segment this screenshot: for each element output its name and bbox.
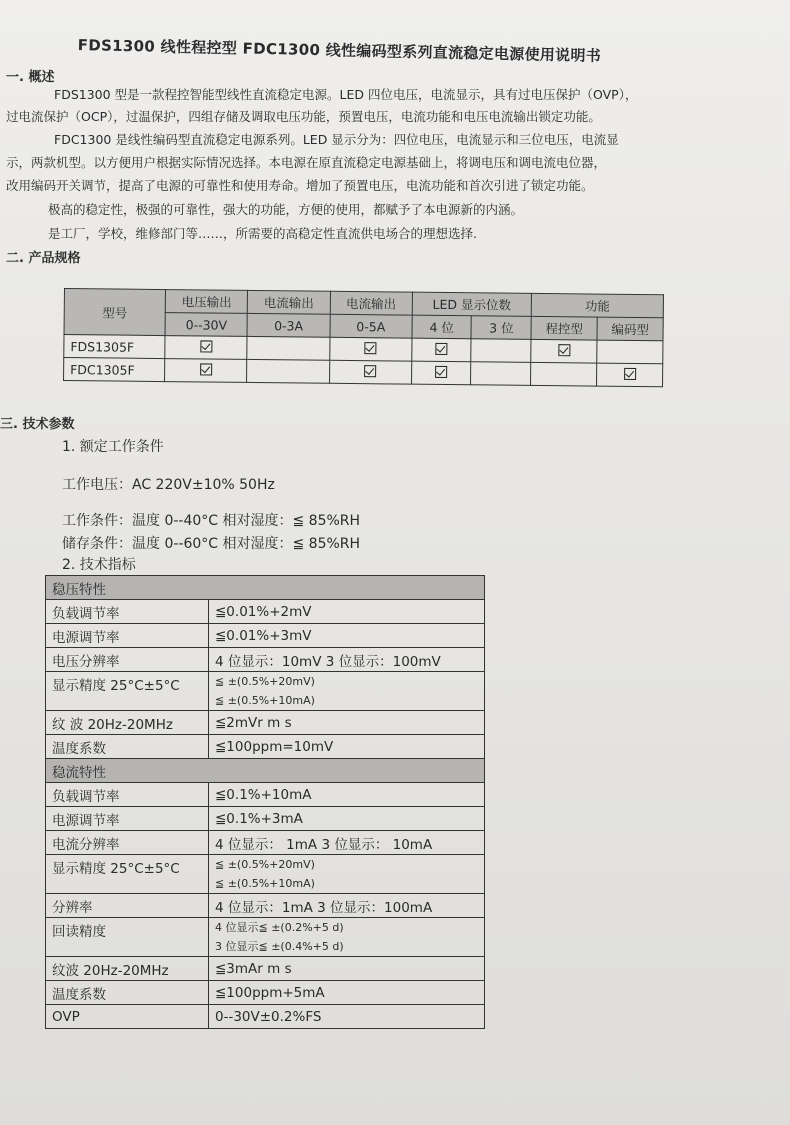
spec-value (209, 624, 485, 648)
checkbox-checked-icon (435, 342, 447, 354)
spec-label: 电流分辨率 (46, 831, 209, 855)
spec-label: 负载调节率 (46, 783, 209, 807)
checkbox-checked-icon (435, 365, 447, 377)
checkbox-checked-icon (200, 363, 212, 375)
th-model: 型号 (64, 289, 166, 336)
spec-label: 负载调节率 (46, 600, 209, 624)
check-cell (329, 337, 411, 361)
voltage-characteristics-group-label: 稳压特性 (46, 576, 485, 600)
spec-label: 电源调节率 (46, 624, 209, 648)
overview-line-5: 改用编码开关调节，提高了电源的可靠性和使用寿命。增加了预置电压，电流功能和首次引进了锁定功能。 (6, 178, 594, 193)
checkbox-checked-icon (365, 342, 377, 354)
table-row (46, 624, 485, 648)
spec-label: OVP (46, 1005, 209, 1029)
table-row (46, 855, 485, 894)
check-cell (412, 338, 472, 362)
spec-value (209, 807, 485, 831)
spec-value (209, 957, 485, 981)
table-row (46, 918, 485, 957)
working-condition: 工作条件：温度 0--40°C 相对湿度：≦ 85%RH (62, 513, 361, 529)
spec-label: 显示精度 25°C±5°C (46, 672, 209, 711)
spec-value-line: ≦ ±(0.5%+20mV) (215, 858, 315, 871)
spec-label: 电压分辨率 (46, 648, 209, 672)
overview-line-3: FDC1300 是线性编码型直流稳定电源系列。LED 显示分为：四位电压，电流显示和三位电压，电流显 (54, 132, 619, 147)
model-cell: FDS1305F (64, 335, 165, 359)
current-characteristics-group (46, 759, 485, 783)
th-function: 功能 (531, 293, 663, 317)
spec-value-line: 4 位显示：10mV 3 位显示：100mV (215, 653, 441, 670)
table-row (46, 672, 485, 711)
table-row (46, 957, 485, 981)
document-title: FDS1300 线性程控型 FDC1300 线性编码型系列直流稳定电源使用说明书 (77, 35, 602, 65)
specs-heading: 二. 产品规格 (6, 251, 81, 266)
check-cell (329, 360, 411, 384)
rated-conditions-heading: 1. 额定工作条件 (62, 439, 164, 455)
spec-value (209, 894, 485, 918)
spec-value (209, 672, 485, 711)
table-row (46, 831, 485, 855)
spec-value-line: ≦0.1%+10mA (215, 786, 312, 803)
table-row (64, 358, 663, 387)
tech-index-heading: 2. 技术指标 (62, 557, 136, 573)
spec-value (209, 648, 485, 672)
table-row (46, 648, 485, 672)
check-cell (411, 361, 471, 385)
spec-value-line: ≦ ±(0.5%+20mV) (215, 675, 315, 688)
th-led-4: 4 位 (412, 315, 472, 339)
spec-value-line: ≦ ±(0.5%+10mA) (215, 694, 315, 707)
spec-value (209, 981, 485, 1005)
checkbox-checked-icon (558, 344, 570, 356)
spec-value-line: 4 位显示：1mA 3 位显示：100mA (215, 899, 433, 916)
spec-value (209, 783, 485, 807)
overview-line-6: 极高的稳定性，极强的可靠性，强大的功能，方便的使用，都赋予了本电源新的内涵。 (48, 202, 524, 217)
checkbox-checked-icon (364, 365, 376, 377)
spec-value (209, 831, 485, 855)
check-cell (471, 362, 531, 386)
table-row (46, 783, 485, 807)
spec-value-line: 4 位显示≦ ±(0.2%+5 d) (215, 921, 344, 934)
spec-label: 回读精度 (46, 918, 209, 957)
spec-label: 电源调节率 (46, 807, 209, 831)
table-row (46, 981, 485, 1005)
checkbox-checked-icon (200, 340, 212, 352)
product-spec-table (63, 288, 664, 387)
spec-value-line: ≦3mAr m s (215, 960, 292, 977)
spec-label: 纹波 20Hz-20MHz (46, 957, 209, 981)
table-row (46, 894, 485, 918)
table-row (46, 600, 485, 624)
spec-label: 温度系数 (46, 981, 209, 1005)
operating-voltage: 工作电压：AC 220V±10% 50Hz (62, 477, 275, 493)
th-iout-3a: 0-3A (247, 313, 329, 337)
th-encoder: 编码型 (597, 317, 663, 341)
spec-value-line: ≦0.01%+3mV (215, 627, 312, 644)
check-cell (597, 340, 663, 364)
th-programmable: 程控型 (531, 316, 597, 340)
table-row (46, 1005, 485, 1029)
check-cell (597, 363, 663, 387)
spec-value-line: 4 位显示： 1mA 3 位显示： 10mA (215, 836, 433, 853)
th-voltage-output: 电压输出 (165, 290, 247, 314)
th-current-output-3a: 电流输出 (248, 290, 330, 314)
spec-value-line: ≦2mVr m s (215, 714, 292, 731)
table-row (46, 711, 485, 735)
technical-spec-table (45, 575, 485, 1029)
spec-value (209, 735, 485, 759)
voltage-characteristics-group (46, 576, 485, 600)
spec-label: 纹 波 20Hz-20MHz (46, 711, 209, 735)
current-characteristics-group-label: 稳流特性 (46, 759, 485, 783)
spec-label: 温度系数 (46, 735, 209, 759)
check-cell (531, 362, 597, 386)
check-cell (531, 339, 597, 363)
th-current-output-5a: 电流输出 (330, 291, 412, 315)
overview-line-4: 示，两款机型。以方便用户根据实际情况选择。本电源在原直流稳定电源基础上，将调电压和调电流电位器， (6, 155, 607, 170)
spec-value (209, 1005, 485, 1029)
checkbox-checked-icon (624, 367, 636, 379)
spec-value-line: ≦0.1%+3mA (215, 810, 303, 827)
model-cell: FDC1305F (64, 358, 165, 382)
spec-value-line: ≦100ppm=10mV (215, 738, 334, 755)
spec-value-line: 0--30V±0.2%FS (215, 1008, 322, 1025)
check-cell (471, 339, 531, 363)
th-led-3: 3 位 (471, 316, 531, 340)
spec-value-line: ≦ ±(0.5%+10mA) (215, 877, 315, 890)
th-led-digits: LED 显示位数 (412, 292, 532, 316)
overview-line-2: 过电流保护（OCP），过温保护，四组存储及调取电压功能，预置电压，电流功能和电压电流输出锁定功能。 (6, 109, 601, 124)
overview-line-7: 是工厂，学校，维修部门等……，所需要的高稳定性直流供电场合的理想选择. (48, 226, 477, 241)
spec-value (209, 918, 485, 957)
spec-value (209, 600, 485, 624)
spec-value (209, 855, 485, 894)
spec-label: 显示精度 25°C±5°C (46, 855, 209, 894)
table-row (46, 807, 485, 831)
spec-label: 分辨率 (46, 894, 209, 918)
storage-condition: 储存条件：温度 0--60°C 相对湿度：≦ 85%RH (62, 536, 361, 552)
table-row (46, 735, 485, 759)
spec-value-line: 3 位显示≦ ±(0.4%+5 d) (215, 940, 344, 953)
check-cell (247, 359, 329, 383)
check-cell (247, 336, 329, 360)
spec-value-line: ≦0.01%+2mV (215, 603, 312, 620)
overview-line-1: FDS1300 型是一款程控智能型线性直流稳定电源。LED 四位电压，电流显示，具有过电压保护（OVP）， (54, 87, 638, 102)
th-vout-range: 0--30V (165, 313, 247, 337)
spec-value (209, 711, 485, 735)
check-cell (165, 336, 247, 360)
tech-heading: 三. 技术参数 (0, 417, 75, 432)
th-iout-5a: 0-5A (330, 314, 412, 338)
check-cell (165, 359, 247, 383)
overview-heading: 一. 概述 (6, 70, 55, 85)
spec-value-line: ≦100ppm+5mA (215, 984, 325, 1001)
